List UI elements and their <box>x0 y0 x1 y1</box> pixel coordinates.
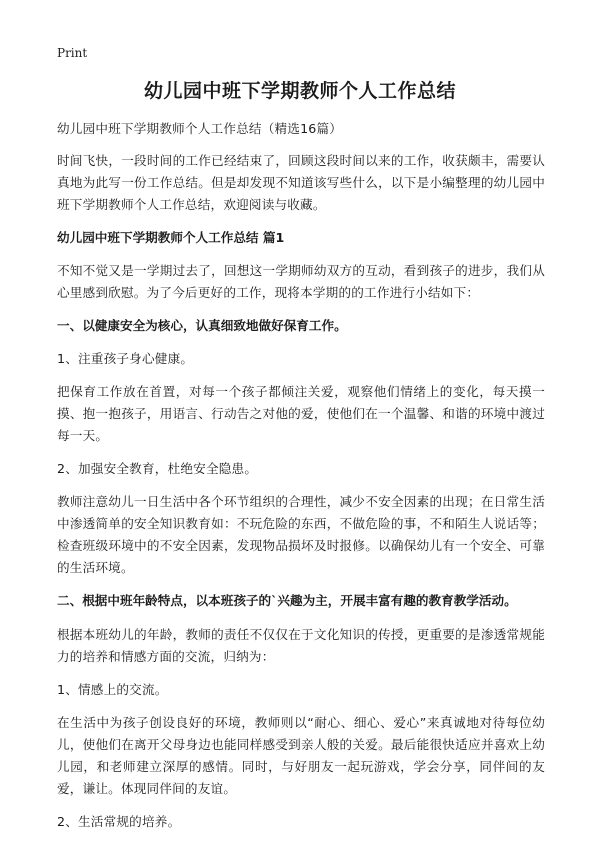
document-subtitle: 幼儿园中班下学期教师个人工作总结（精选16篇） <box>57 121 343 136</box>
print-link[interactable]: Print <box>57 46 88 60</box>
list-item-3: 1、情感上的交流。 <box>57 682 168 697</box>
list-item-4: 2、生活常规的培养。 <box>57 814 181 829</box>
paragraph-5: 在生活中为孩子创设良好的环境，教师则以“耐心、细心、爱心”来真诚地对待每位幼儿，使他们在离开父母身边也能同样感受到亲人般的关爱。最后能很快适应并喜欢上幼儿园，和老师建立深厚的感情。同时，与好朋友一起玩游戏，学会分享，同伴间的友爱，谦让。体现同伴间的友谊。 <box>57 715 545 796</box>
heading-1: 一、以健康安全为核心，认真细致地做好保育工作。 <box>57 318 347 333</box>
paragraph-2: 把保育工作放在首置，对每一个孩子都倾注关爱，观察他们情绪上的变化，每天摸一摸、抱一抱孩子，用语言、行动告之对他的爱，使他们在一个温馨、和谐的环境中渡过每一天。 <box>57 384 545 443</box>
heading-2: 二、根据中班年龄特点，以本班孩子的`兴趣为主，开展丰富有趣的教育教学活动。 <box>57 593 517 608</box>
document-body <box>57 118 545 844</box>
paragraph-3: 教师注意幼儿一日生活中各个环节组织的合理性，减少不安全因素的出现；在日常生活中渗透简单的安全知识教育如：不玩危险的东西，不做危险的事，不和陌生人说话等；检查班级环境中的不安全因素，发现物品损坏及时报修。以确保幼儿有一个安全、可靠的生活环境。 <box>57 494 545 575</box>
paragraph-1: 不知不觉又是一学期过去了，回想这一学期师幼双方的互动，看到孩子的进步，我们从心里感到欣慰。为了今后更好的工作，现将本学期的的工作进行小结如下： <box>57 263 545 300</box>
section-title: 幼儿园中班下学期教师个人工作总结 篇1 <box>57 230 285 245</box>
list-item-1: 1、注重孩子身心健康。 <box>57 351 194 366</box>
intro-paragraph: 时间飞快，一段时间的工作已经结束了，回顾这段时间以来的工作，收获颇丰，需要认真地为此写一份工作总结。但是却发现不知道该写些什么，以下是小编整理的幼儿园中班下学期教师个人工作总结，欢迎阅读与收藏。 <box>57 153 545 212</box>
paragraph-4: 根据本班幼儿的年龄，教师的责任不仅仅在于文化知识的传授，更重要的是渗透常规能力的培养和情感方面的交流，归纳为： <box>57 627 545 664</box>
page-title: 幼儿园中班下学期教师个人工作总结 <box>143 80 456 102</box>
list-item-2: 2、加强安全教育，杜绝安全隐患。 <box>57 461 258 476</box>
